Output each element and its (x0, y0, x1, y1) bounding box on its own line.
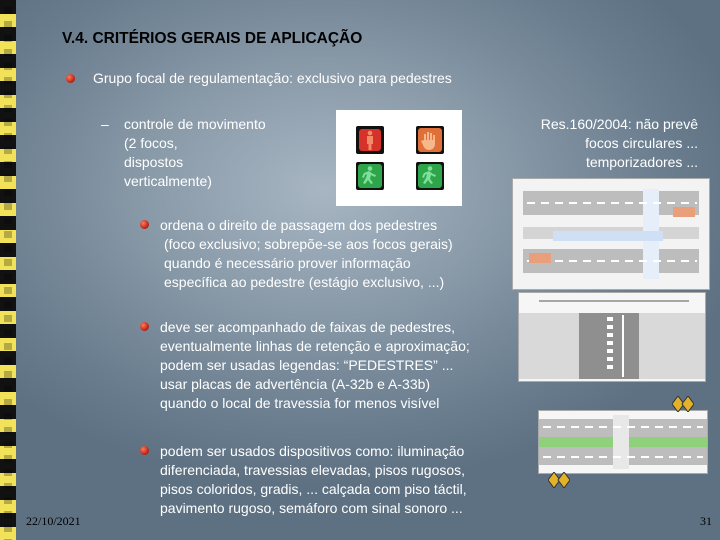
pedestrian-red-light-icon (356, 126, 384, 154)
resolution-line: temporizadores ... (585, 154, 698, 170)
pedestrian-green-light-icon (416, 162, 444, 190)
bullet-line: (foco exclusivo; sobrepõe-se aos focos gerais) (164, 236, 453, 252)
bullet-2-text (160, 318, 470, 413)
bullet-line: diferenciada, travessias elevadas, pisos rugosos, (160, 462, 466, 478)
bullet-line: quando é necessário prover informação (164, 255, 411, 271)
bullet-line: pisos coloridos, gradis, ... calçada com piso táctil, (160, 481, 467, 497)
bullet-line: deve ser acompanhado de faixas de pedestres, (160, 319, 455, 335)
sub-item-line: verticalmente) (124, 173, 212, 189)
resolution-line: focos circulares ... (585, 135, 698, 151)
main-bullet-bold: Grupo focal de regulamentação: (93, 70, 294, 86)
bullet-line: específica ao pedestre (estágio exclusivo, ...) (164, 274, 445, 290)
crossing-diagram-3 (538, 410, 708, 474)
bullet-line: eventualmente linhas de retenção e aproximação; (160, 338, 470, 354)
bullet-1-text (160, 216, 453, 292)
resolution-note (541, 115, 698, 172)
sub-item-text (124, 115, 266, 191)
crossing-diagram-2 (518, 292, 706, 382)
sub-item-line: dispostos (124, 154, 184, 170)
warning-sign-icon (672, 396, 694, 412)
hand-red-light-icon (416, 126, 444, 154)
bullet-line: usar placas de advertência (A-32b e A-33b) (160, 376, 431, 392)
left-border-stripe (0, 0, 16, 540)
bullet-icon (140, 220, 149, 229)
bullet-line: ordena o direito de passagem dos pedestres (160, 217, 438, 233)
bullet-icon (140, 322, 149, 331)
main-bullet-rest: exclusivo para pedestres (293, 70, 452, 86)
resolution-bold: Res.160/2004: (540, 116, 632, 132)
bullet-line: podem ser usadas legendas: “PEDESTRES” ... (160, 357, 454, 373)
page-number: 31 (700, 514, 712, 528)
bullet-line: podem ser usados dispositivos como: iluminação (160, 443, 465, 459)
footer-date: 22/10/2021 (26, 514, 81, 528)
slide-title: V.4. CRITÉRIOS GERAIS DE APLICAÇÃO (62, 30, 363, 47)
bullet-line: quando o local de travessia for menos visível (160, 395, 440, 411)
crossing-diagram-1 (512, 178, 710, 290)
sub-item-line: controle de movimento (124, 116, 266, 132)
bullet-line: pavimento rugoso, semáforo com sinal sonoro ... (160, 500, 463, 516)
resolution-line: não prevê (631, 116, 698, 132)
bullet-icon (140, 446, 149, 455)
pedestrian-signal-image (336, 110, 462, 206)
sub-item-dash: – (101, 116, 109, 132)
sub-item-line: (2 focos, (124, 135, 178, 151)
main-bullet (93, 69, 452, 88)
warning-sign-icon (548, 472, 570, 488)
bullet-icon (66, 74, 75, 83)
pedestrian-green-light-icon (356, 162, 384, 190)
bullet-3-text (160, 442, 467, 518)
